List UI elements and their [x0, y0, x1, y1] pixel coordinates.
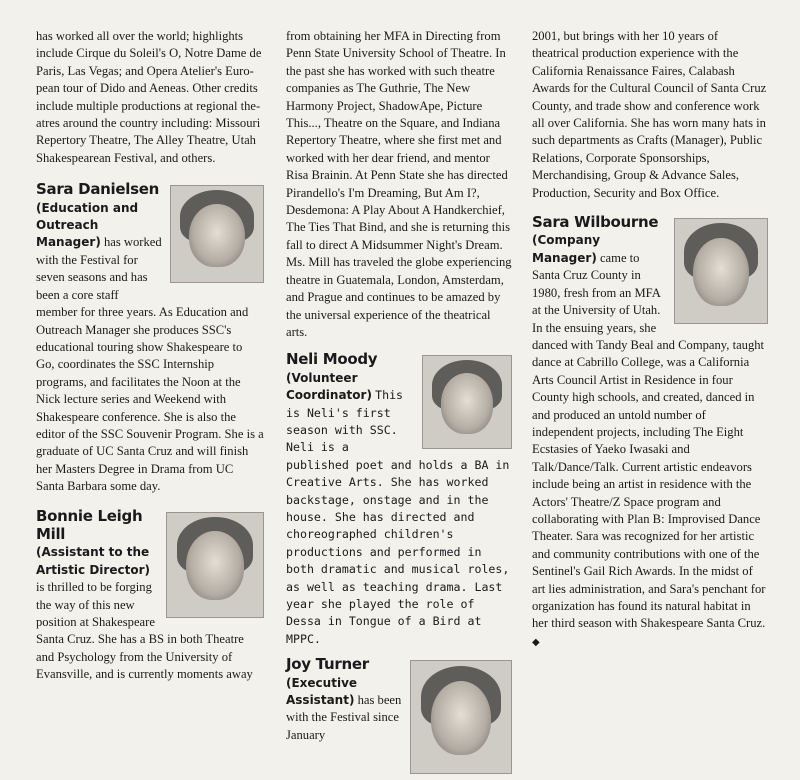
bio-continuation: from obtaining her MFA in Directing from Penn State University School of Theatre. In the past she has worked with such theatre companies as The Guthrie, The New Harmony Project, ShadowApe, Picture This..., Theatre on the Square, and Indiana Repertory Theatre, where she first met and worked with her dear friend, and mentor Risa Brainin. At Penn State she has directed Pirandello's I'm Dreaming, But Am I?, Desdemona: A Play About A Handkerchief, The Ties That Bind, and she is returning this fall to direct A Midsummer Night's Dream. Ms. Mill has traveled the globe experiencing theatre in Guatemala, London, Amsterdam, and Prague and continues to be amazed by the universal experience of the theatrical arts. [286, 29, 512, 339]
bio-bonnie-leigh-mill [36, 508, 264, 684]
column-3 [532, 28, 768, 651]
intro-line: include multiple productions at regional the- [36, 98, 261, 113]
bio-sara-wilbourne [532, 214, 768, 651]
bio-role: (Education and Outreach Manager) [36, 200, 139, 250]
bio-name: Bonnie Leigh Mill [36, 506, 143, 543]
bio-neli-moody [286, 351, 512, 648]
bio-sara-danielsen [36, 181, 264, 495]
bio-name: Joy Turner [286, 655, 369, 674]
bio-role: (Volunteer Coordinator) [286, 370, 372, 403]
portrait-bonnie-leigh-mill [166, 512, 264, 618]
bio-text: has worked with the Festival for seven seasons and has been a core staff member for three years. As Education and Outreach Manager she produces SSC's educational touring show Shakespeare to Go, coordinates the SSC Internship programs, and facilitates the Noon at the Nick lecture series and Weekend with Shakespeare conference. She is also the editor of the SSC Souvenir Program. She is a graduate of UC Santa Cruz and will finish her Masters Degree in Drama from UC Santa Barbara some day. [36, 235, 264, 494]
intro-line: Repertory Theatre, The Alley Theatre, Utah [36, 133, 256, 148]
bio-name: Neli Moody [286, 350, 378, 369]
bio-role: (Company Manager) [532, 233, 601, 265]
bio-role: (Assistant to the Artistic Director) [36, 545, 150, 577]
portrait-joy-turner [410, 660, 512, 774]
end-mark-diamond-icon: ◆ [532, 636, 540, 648]
intro-line: pean tour of Dido and Aeneas. Other credits [36, 81, 258, 96]
intro-line: Paris, Las Vegas; and Opera Atelier's Euro- [36, 63, 254, 78]
bio-name: Sara Wilbourne [532, 213, 659, 232]
bio-text: came to Santa Cruz County in 1980, fresh from an MFA at the University of Utah. In the ensuing years, she danced with Tandy Beal and Company, taught dance at Cabrillo College, was a California Arts Council Artist in Residence in four County high schools, and created, danced in and produced an untold number of independent projects, including The Eight Ecstasies of Yaeko Iwasaki and Talk/Dance/Talk. Current artistic endeavors include being an artist in residence with the Actors' Theatre/Z Space program and collaborating with Plan B: Improvised Dance Theater. Sara was recognized for her artistic and community contributions with one of the Sentinel's Gail Rich Awards. In the midst of art lies administration, and Sara's penchant for organization has found its natural habitat in her third season with Shakespeare Santa Cruz. [532, 250, 766, 631]
intro-line: Shakespearean Festival, and others. [36, 150, 216, 165]
column-2 [286, 28, 512, 780]
portrait-sara-danielsen [170, 185, 264, 283]
bio-text: is thrilled to be forging the way of this new position at Shakespeare Santa Cruz. She has a BS in both Theatre and Psychology from the University of Evansville, and is currently moments away [36, 580, 253, 682]
bio-role: (Executive Assistant) [286, 675, 358, 708]
portrait-neli-moody [422, 355, 512, 449]
portrait-sara-wilbourne [674, 218, 768, 324]
bio-text: has been with the Festival since January [286, 693, 402, 742]
bio-continuation: 2001, but brings with her 10 years of theatrical production experience with the California Renaissance Faires, Calabash Awards for the Cultural Council of Santa Cruz County, and trade show and conference work all over California. She has worn many hats in such departments as Crafts (Manager), Public Relations, Corporate Sponsorships, Merchandising, Group & Advance Sales, Production, Security and Box Office. [532, 29, 767, 200]
intro-bio [36, 28, 264, 167]
intro-line: atres around the country including: Missouri [36, 116, 261, 131]
intro-line: has worked all over the world; highlights [36, 29, 244, 43]
intro-line: include Cirque du Soleil's O, Notre Dame de [36, 46, 262, 61]
column-1 [36, 28, 264, 684]
bio-name: Sara Danielsen [36, 180, 159, 199]
bio-text: This is Neli's first season with SSC. Neli is a published poet and holds a BA in Creative Arts. She has worked backstage, onstage and in the house. She has directed and choreographed children's productions and performed in both dramatic and musical roles, as well as teaching drama. Last year she played the role of Dessa in Tongue of a Bird at MPPC. [286, 388, 510, 646]
bio-joy-turner [286, 656, 512, 744]
